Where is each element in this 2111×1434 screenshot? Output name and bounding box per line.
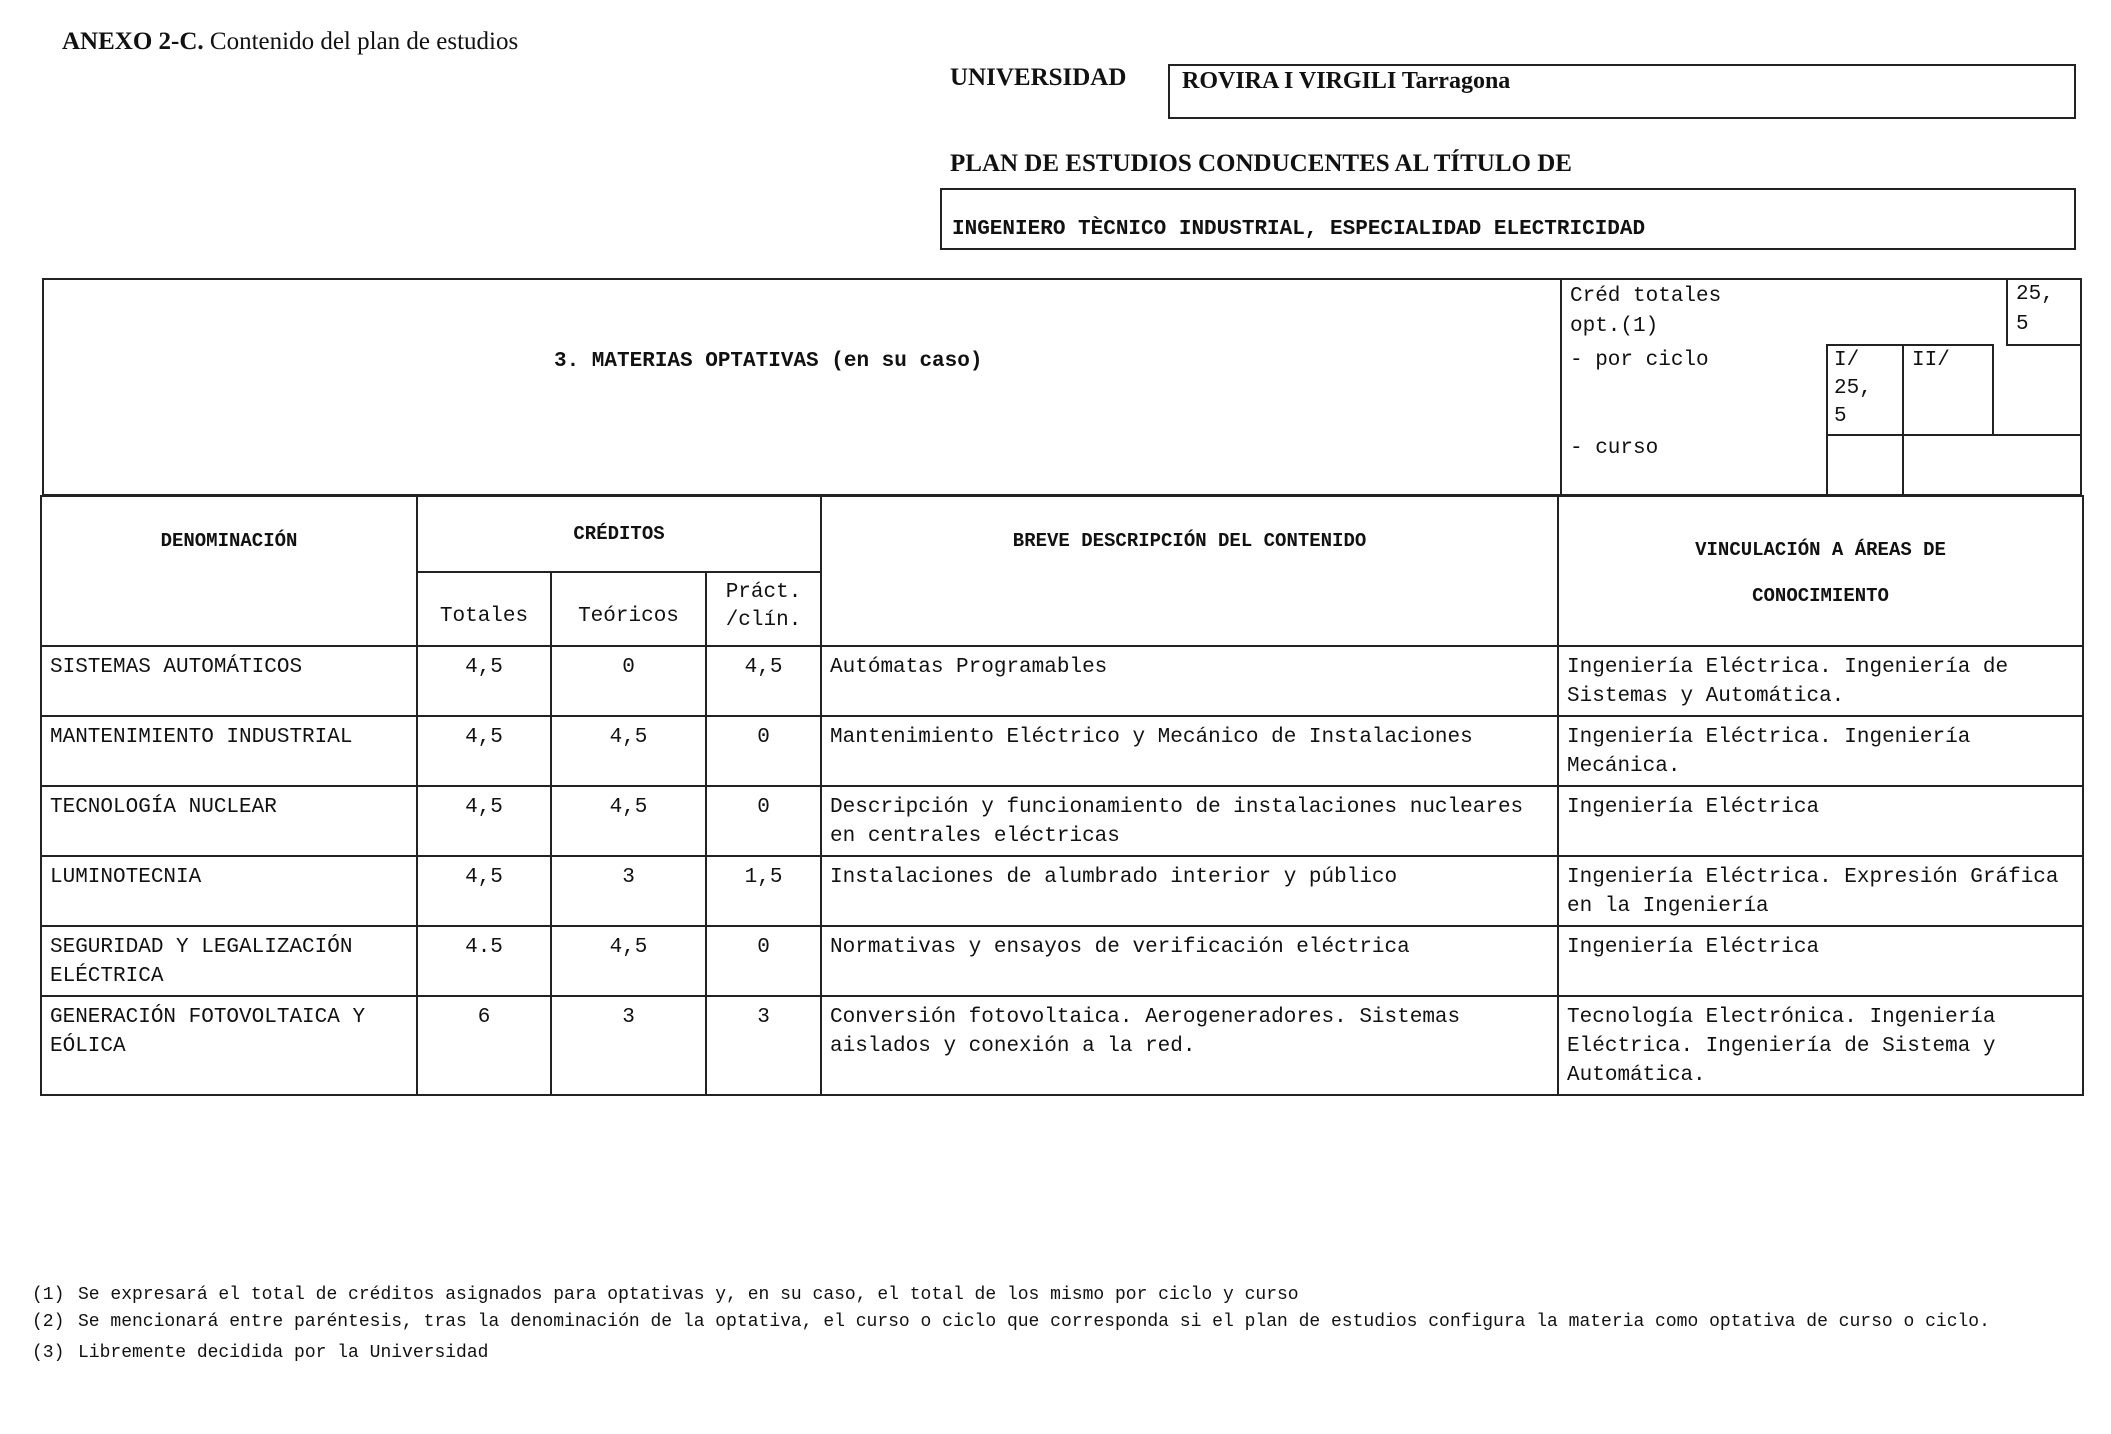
row-areas: Ingeniería Eléctrica [1558,786,2083,856]
header-practicas-1: Práct. [725,581,802,604]
ciclo-I-2: 25, [1834,377,1872,400]
subjects-table [40,495,2084,1096]
row-descripcion: Mantenimiento Eléctrico y Mecánico de Instalaciones [821,716,1558,786]
footnote [32,1340,1990,1367]
table-row [41,646,2083,716]
header-practicas [706,572,821,646]
row-name: SEGURIDAD Y LEGALIZACIÓN ELÉCTRICA [41,926,417,996]
footnote-text: Se expresará el total de créditos asignados para optativas y, en su caso, el total de los mismo por ciclo y curso [78,1285,1299,1305]
footnote-number: (1) [32,1285,65,1305]
row-name: TECNOLOGÍA NUCLEAR [41,786,417,856]
header-practicas-2: /clín. [725,609,802,632]
degree-title: INGENIERO TÈCNICO INDUSTRIAL, ESPECIALIDAD ELECTRICIDAD [952,218,1646,241]
row-practicas: 0 [706,786,821,856]
row-practicas: 4,5 [706,646,821,716]
degree-title-box [940,188,2076,250]
row-practicas: 3 [706,996,821,1095]
row-descripcion: Descripción y funcionamiento de instalaciones nucleares en centrales eléctricas [821,786,1558,856]
ciclo-II-box [1902,344,1994,436]
row-areas: Ingeniería Eléctrica. Expresión Gráfica en la Ingeniería [1558,856,2083,926]
university-box [1168,64,2076,119]
footnote-text: Se mencionará entre paréntesis, tras la denominación de la optativa, el curso o ciclo que corresponda si el plan de estudios configura la materia como optativa de curso o ciclo. [78,1312,1990,1332]
table-row [41,856,2083,926]
row-practicas: 1,5 [706,856,821,926]
row-areas: Tecnología Electrónica. Ingeniería Eléctrica. Ingeniería de Sistema y Automática. [1558,996,2083,1095]
cred-totales-value-2: 5 [2016,313,2029,336]
table-header-row [41,496,2083,572]
footnotes [32,1282,1990,1367]
footnote [32,1282,1990,1309]
row-teoricos: 4,5 [551,926,706,996]
row-totales: 4,5 [417,646,551,716]
header-vinculacion-2: CONOCIMIENTO [1752,585,1889,607]
ciclo-I-1: I/ [1834,349,1860,372]
section-header [42,278,2082,496]
cred-totales-box [2006,278,2082,346]
credits-summary [1560,280,2082,494]
table-row [41,996,2083,1095]
header-vinculacion [1558,496,2083,646]
university-label: UNIVERSIDAD [950,64,1127,91]
header-vinculacion-1: VINCULACIÓN A ÁREAS DE [1695,539,1946,561]
header-teoricos: Teóricos [551,572,706,646]
row-areas: Ingeniería Eléctrica. Ingeniería Mecánica. [1558,716,2083,786]
ciclo-I-3: 5 [1834,405,1847,428]
row-teoricos: 0 [551,646,706,716]
footnote-number: (2) [32,1312,65,1332]
row-practicas: 0 [706,716,821,786]
table-row [41,786,2083,856]
header-creditos: CRÉDITOS [417,496,821,572]
ciclo-II: II/ [1912,349,1950,372]
annex-heading [62,28,518,56]
row-totales: 4,5 [417,716,551,786]
row-teoricos: 3 [551,856,706,926]
por-ciclo-label: - por ciclo [1570,349,1709,372]
header-totales: Totales [417,572,551,646]
row-totales: 4,5 [417,786,551,856]
row-teoricos: 4,5 [551,786,706,856]
row-teoricos: 4,5 [551,716,706,786]
header-descripcion: BREVE DESCRIPCIÓN DEL CONTENIDO [821,496,1558,646]
footnote [32,1309,1990,1336]
row-areas: Ingeniería Eléctrica [1558,926,2083,996]
footnote-number: (3) [32,1343,65,1363]
row-areas: Ingeniería Eléctrica. Ingeniería de Sistemas y Automática. [1558,646,2083,716]
row-totales: 6 [417,996,551,1095]
row-teoricos: 3 [551,996,706,1095]
curso-box-1 [1826,434,1904,496]
cred-totales-value-1: 25, [2016,283,2054,306]
table-row [41,716,2083,786]
cred-totales-label-2: opt.(1) [1570,315,1659,338]
curso-label: - curso [1570,437,1659,460]
plan-label: PLAN DE ESTUDIOS CONDUCENTES AL TÍTULO DE [950,150,1572,177]
row-name: SISTEMAS AUTOMÁTICOS [41,646,417,716]
section-title: 3. MATERIAS OPTATIVAS (en su caso) [554,350,983,373]
row-name: LUMINOTECNIA [41,856,417,926]
ciclo-I-box [1826,344,1904,436]
row-descripcion: Instalaciones de alumbrado interior y público [821,856,1558,926]
annex-text: Contenido del plan de estudios [209,28,519,55]
row-name: GENERACIÓN FOTOVOLTAICA Y EÓLICA [41,996,417,1095]
cred-totales-label-1: Créd totales [1570,285,1722,308]
annex-label: ANEXO 2-C. [62,28,204,55]
header-denominacion: DENOMINACIÓN [41,496,417,646]
university-value: ROVIRA I VIRGILI Tarragona [1182,68,1511,94]
row-practicas: 0 [706,926,821,996]
curso-box-2 [1902,434,2082,496]
row-name: MANTENIMIENTO INDUSTRIAL [41,716,417,786]
row-totales: 4.5 [417,926,551,996]
row-descripcion: Normativas y ensayos de verificación eléctrica [821,926,1558,996]
row-descripcion: Autómatas Programables [821,646,1558,716]
row-totales: 4,5 [417,856,551,926]
footnote-text: Libremente decidida por la Universidad [78,1343,489,1363]
row-descripcion: Conversión fotovoltaica. Aerogeneradores. Sistemas aislados y conexión a la red. [821,996,1558,1095]
table-row [41,926,2083,996]
